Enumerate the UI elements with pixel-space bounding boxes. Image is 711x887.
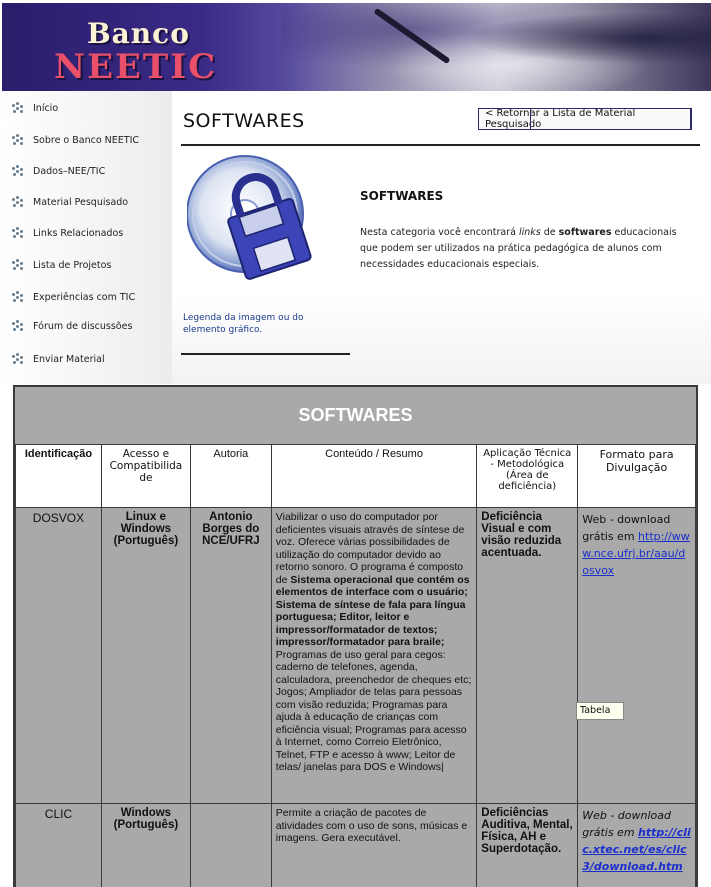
header-identificacao: Identificação <box>16 445 102 508</box>
sidebar-item[interactable] <box>12 225 123 241</box>
desc-links-word: links <box>518 227 541 238</box>
header-aplicacao: Aplicação Técnica - Metodológica (Área de deficiência) <box>477 445 578 508</box>
title-divider <box>181 144 700 146</box>
sidebar-item-label: Sobre o Banco NEETIC <box>33 134 140 146</box>
sidebar-item[interactable] <box>12 289 135 305</box>
sidebar-item[interactable] <box>12 163 105 179</box>
header-formato: Formato para Divulgação <box>578 445 696 508</box>
bullet-dots-icon <box>12 165 24 177</box>
sidebar-item-label: Dados–NEE/TIC <box>33 165 106 177</box>
clic-download-link[interactable]: http://clic.xtec.net/es/clic3/download.htm <box>582 826 691 873</box>
table-title: SOFTWARES <box>298 405 413 425</box>
bullet-dots-icon <box>12 227 24 239</box>
software-grid <box>15 444 696 887</box>
bullet-dots-icon <box>12 291 24 303</box>
logo-line2: NEETIC <box>54 47 218 87</box>
bullet-dots-icon <box>12 353 24 365</box>
desc-softwares-word: softwares <box>558 227 612 238</box>
table-header-row <box>16 445 696 508</box>
sidebar-item[interactable] <box>12 194 128 210</box>
section-title: SOFTWARES <box>360 189 444 203</box>
caption-divider <box>181 353 350 355</box>
sidebar-item[interactable] <box>12 257 111 273</box>
cd-disk-icon <box>187 152 312 302</box>
table-row <box>16 508 696 804</box>
sidebar-item-label: Experiências com TIC <box>33 291 136 303</box>
sidebar-item-label: Enviar Material <box>33 353 105 365</box>
sidebar-item[interactable] <box>12 351 105 367</box>
table-row <box>16 804 696 887</box>
sidebar-item-label: Lista de Projetos <box>33 259 112 271</box>
cell-author <box>190 804 271 887</box>
back-to-list-button[interactable] <box>478 108 691 130</box>
cell-summary: Viabilizar o uso do computador por deficientes visuais através de síntese de voz. Oferece várias possibilidades de utilização do computador devido ao retorno sonoro. O programa é composto de Sistema operacional que contém os elementos de interface com o usuário; Sistema de síntese de fala para língua portuguesa; Editor, leitor e impressor/formatador de textos; impressor/formatador para braile; Programas de uso geral para cegos: caderno de telefones, agenda, calculadora, preenchedor de cheques etc; Jogos; Ampliador de telas para pessoas com visão reduzida; Programas para ajuda à educação de crianças com eficiência visual; Programas para acesso à Internet, como Correio Eletrônico, Telnet, FTP e acesso à www; Leitor de telas/ janelas para DOS e Windows| <box>271 508 477 804</box>
cell-author: Antonio Borges do NCE/UFRJ <box>190 508 271 804</box>
cell-format: Web - download grátis em http://www.nce.ufrj.br/aau/dosvox <box>578 508 696 804</box>
cell-application: Deficiência Visual e com visão reduzida acentuada. <box>477 508 578 804</box>
section-description: Nesta categoria você encontrará links de softwares educacionais que podem ser utilizados na prática pedagógica de alunos com necessidades educacionais especiais. <box>360 227 677 270</box>
sidebar-item[interactable] <box>12 100 58 116</box>
dosvox-download-link[interactable]: http://www.nce.ufrj.br/aau/dosvox <box>582 530 690 577</box>
header-autoria: Autoria <box>190 445 271 508</box>
table-tooltip: Tabela <box>576 702 624 720</box>
logo-line1: Banco <box>87 17 190 50</box>
back-button-inner-frame <box>530 108 692 130</box>
bullet-dots-icon <box>12 134 24 146</box>
cell-access: Linux e Windows (Português) <box>101 508 190 804</box>
header-conteudo: Conteúdo / Resumo <box>271 445 477 508</box>
cell-format: Web - download grátis em http://clic.xtec.net/es/clic3/download.htm <box>578 804 696 887</box>
sidebar-item[interactable] <box>12 318 132 334</box>
site-banner <box>2 3 711 91</box>
sidebar-item-label: Links Relacionados <box>33 227 124 239</box>
back-to-list-label: < Retornar a Lista de Material Pesquisado <box>485 108 636 130</box>
bullet-dots-icon <box>12 196 24 208</box>
bullet-dots-icon <box>12 259 24 271</box>
bullet-dots-icon <box>12 320 24 332</box>
cell-application: Deficiências Auditiva, Mental, Física, AH e Superdotação. <box>477 804 578 887</box>
sidebar-item-label: Material Pesquisado <box>33 196 129 208</box>
sidebar-item[interactable] <box>12 132 139 148</box>
cell-access: Windows (Português) <box>101 804 190 887</box>
banner-photo <box>281 3 711 91</box>
sidebar-item-label: Fórum de discussões <box>33 320 133 332</box>
cell-id: DOSVOX <box>16 508 102 804</box>
image-caption: Legenda da imagem ou do elemento gráfico. <box>183 313 304 335</box>
page-title: SOFTWARES <box>183 110 305 132</box>
software-table <box>13 385 698 887</box>
cell-summary: Permite a criação de pacotes de atividades com o uso de sons, músicas e imagens. Gera executável. <box>271 804 477 887</box>
bullet-dots-icon <box>12 102 24 114</box>
header-acesso: Acesso e Compatibilida de <box>101 445 190 508</box>
sidebar-item-label: Início <box>33 102 59 114</box>
cell-id: CLIC <box>16 804 102 887</box>
